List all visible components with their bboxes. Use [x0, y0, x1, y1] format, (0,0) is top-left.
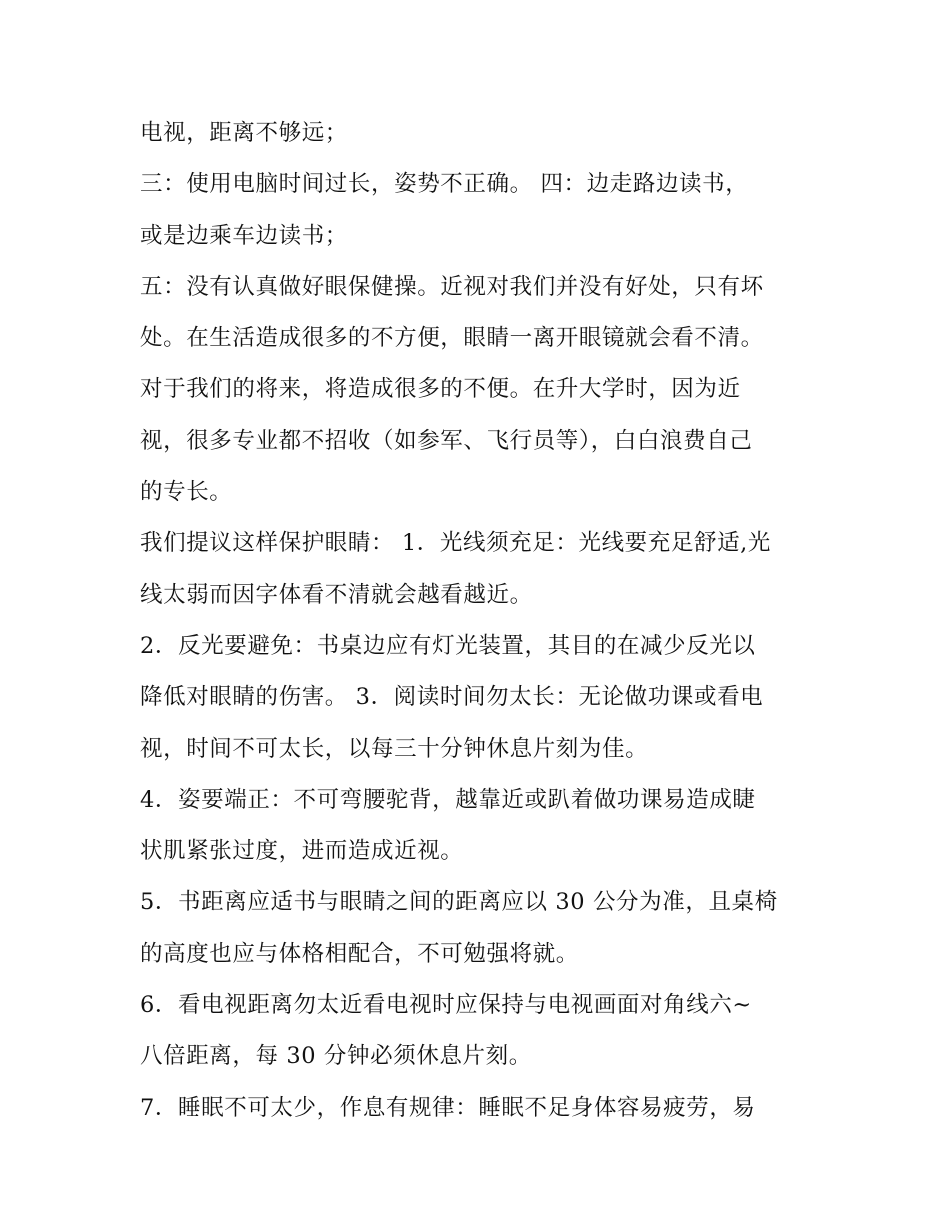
text-line: 的专长。 [140, 479, 233, 506]
text-line: 降低对眼睛的伤害。 3．阅读时间勿太长：无论做功课或看电 [140, 684, 764, 711]
text-line: 状肌紧张过度，进而造成近视。 [140, 838, 464, 865]
text-line: 6．看电视距离勿太近看电视时应保持与电视画面对角线六~ [140, 992, 752, 1019]
text-line: 处。在生活造成很多的不方便，眼睛一离开眼镜就会看不清。 [140, 325, 764, 352]
text-line: 五：没有认真做好眼保健操。近视对我们并没有好处，只有坏 [140, 273, 764, 300]
text-line: 线太弱而因字体看不清就会越看越近。 [140, 581, 533, 608]
text-line: 电视，距离不够远； [140, 120, 348, 146]
text-line: 视，很多专业都不招收（如参军、飞行员等），白白浪费自己 [140, 427, 753, 454]
text-line: 5．书距离应适书与眼睛之间的距离应以 30 公分为准，且桌椅 [140, 889, 778, 916]
text-line: 我们提议这样保护眼睛： 1．光线须充足：光线要充足舒适,光 [140, 530, 772, 557]
text-line: 八倍距离，每 30 分钟必须休息片刻。 [140, 1043, 532, 1070]
text-line: 三：使用电脑时间过长，姿势不正确。 四：边走路边读书， [140, 171, 749, 198]
text-line: 视，时间不可太长，以每三十分钟休息片刻为佳。 [140, 735, 649, 762]
document-body [140, 108, 820, 1134]
text-line: 2．反光要避免：书桌边应有灯光装置，其目的在减少反光以 [140, 632, 756, 659]
text-line: 4．姿要端正：不可弯腰驼背，越靠近或趴着做功课易造成睫 [140, 786, 756, 813]
text-line: 的高度也应与体格相配合，不可勉强将就。 [140, 940, 579, 967]
text-line: 7．睡眠不可太少，作息有规律：睡眠不足身体容易疲劳，易 [140, 1094, 756, 1121]
text-line: 对于我们的将来，将造成很多的不便。在升大学时，因为近 [140, 376, 741, 403]
text-line: 或是边乘车边读书； [140, 222, 348, 249]
